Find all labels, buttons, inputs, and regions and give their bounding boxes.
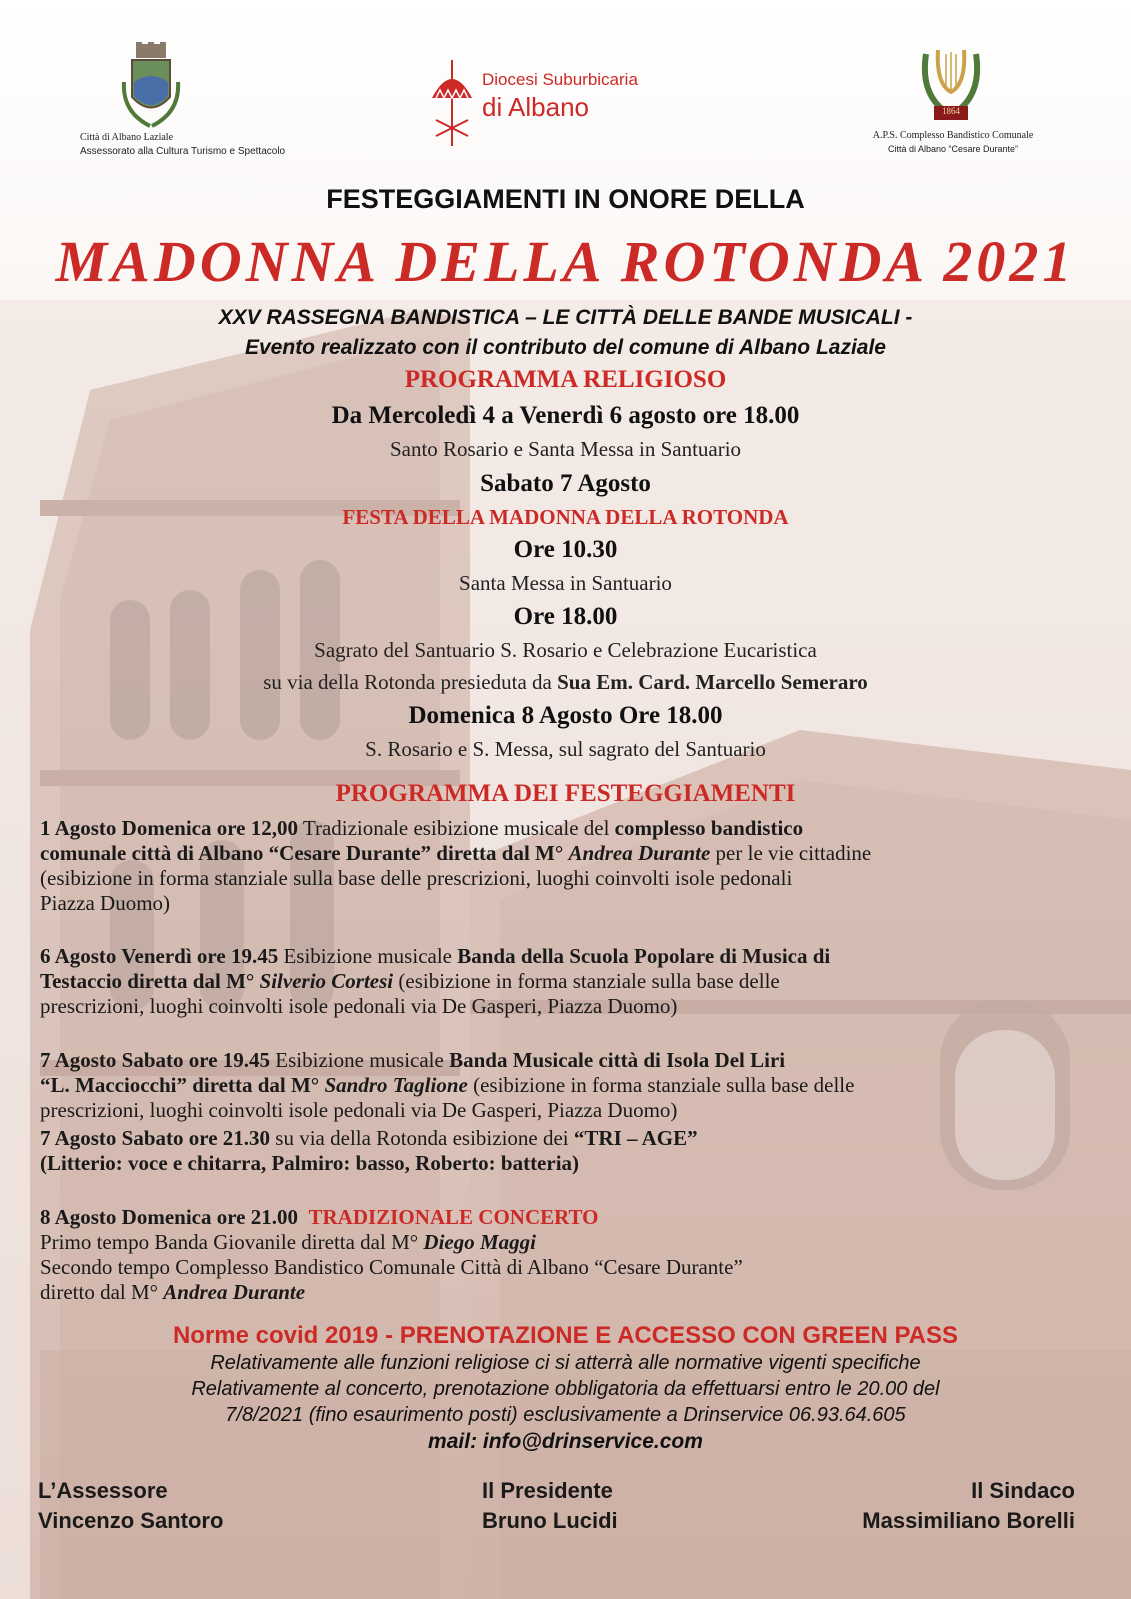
covid-line-1: Relativamente alle funzioni religiose ci si atterrà alle normative vigenti specifiche bbox=[210, 1352, 921, 1374]
signature-role: L’Assessore bbox=[38, 1478, 168, 1503]
event-4-band: “TRI – AGE” bbox=[573, 1126, 698, 1150]
page-title: MADONNA DELLA ROTONDA 2021 bbox=[55, 229, 1076, 294]
band-logo-caption-1: A.P.S. Complesso Bandistico Comunale bbox=[872, 130, 1034, 141]
event-5-text-3: diretto dal M° bbox=[40, 1280, 159, 1304]
event-5 bbox=[40, 1205, 1100, 1305]
event-2-text-5: prescrizioni, luoghi coinvolti isole pedonali via De Gasperi, Piazza Duomo) bbox=[40, 994, 678, 1018]
event-5-conductor-1: Diego Maggi bbox=[423, 1230, 536, 1254]
header-subtitle-2: Evento realizzato con il contributo del comune di Albano Laziale bbox=[245, 336, 886, 359]
religious-line-10: Domenica 8 Agosto Ore 18.00 bbox=[408, 702, 723, 729]
event-1-text-2: complesso bandistico bbox=[614, 816, 804, 840]
city-logo-block bbox=[78, 42, 308, 162]
religious-celebrant: Sua Em. Card. Marcello Semeraro bbox=[557, 670, 868, 694]
event-2-conductor: Silverio Cortesi bbox=[259, 969, 394, 993]
signature-role: Il Sindaco bbox=[971, 1478, 1075, 1503]
religious-line-2: Santo Rosario e Santa Messa in Santuario bbox=[389, 437, 742, 461]
event-1-text-3: comunale città di Albano “Cesare Durante” diretta dal M° bbox=[40, 841, 564, 865]
event-1 bbox=[40, 816, 1100, 916]
event-2-text-3: Testaccio diretta dal M° bbox=[40, 969, 255, 993]
event-1-text-1: Tradizionale esibizione musicale del bbox=[298, 816, 615, 840]
religious-line-7: Ore 18.00 bbox=[513, 603, 618, 630]
event-4-date: 7 Agosto Sabato ore 21.30 bbox=[40, 1126, 271, 1150]
diocese-name-line-2: di Albano bbox=[482, 92, 589, 122]
signature-assessore bbox=[38, 1476, 223, 1536]
event-3-text-2: Banda Musicale città di Isola Del Liri bbox=[449, 1048, 786, 1072]
event-2-date: 6 Agosto Venerdì ore 19.45 bbox=[40, 944, 279, 968]
diocese-emblem-icon bbox=[430, 60, 474, 146]
event-3-text-4: (esibizione in forma stanziale sulla base delle bbox=[467, 1073, 855, 1097]
religious-line-8: Sagrato del Santuario S. Rosario e Celebrazione Eucaristica bbox=[314, 638, 817, 662]
covid-heading: Norme covid 2019 - PRENOTAZIONE E ACCESSO CON GREEN PASS bbox=[172, 1322, 959, 1349]
religious-line-4: FESTA DELLA MADONNA DELLA ROTONDA bbox=[342, 505, 789, 529]
event-1-text-5: (esibizione in forma stanziale sulla base delle prescrizioni, luoghi coinvolti isole pedonali bbox=[40, 866, 793, 890]
signature-presidente bbox=[482, 1476, 618, 1536]
festivities-program-heading: PROGRAMMA DEI FESTEGGIAMENTI bbox=[335, 780, 796, 807]
religious-line-6: Santa Messa in Santuario bbox=[459, 571, 672, 595]
event-5-text-2: Secondo tempo Complesso Bandistico Comunale Città di Albano “Cesare Durante” bbox=[40, 1255, 743, 1279]
covid-line-3: 7/8/2021 (fino esaurimento posti) esclusivamente a Drinservice 06.93.64.605 bbox=[225, 1404, 906, 1426]
city-logo-caption-2: Assessorato alla Cultura Turismo e Spettacolo bbox=[80, 146, 286, 157]
band-logo-block bbox=[860, 34, 1060, 164]
religious-line-5: Ore 10.30 bbox=[513, 536, 618, 563]
event-2-text-1: Esibizione musicale bbox=[278, 944, 458, 968]
city-logo-caption-1: Città di Albano Laziale bbox=[80, 132, 174, 143]
religious-line-11: S. Rosario e S. Messa, sul sagrato del Santuario bbox=[365, 737, 766, 761]
event-1-text-4: per le vie cittadine bbox=[710, 841, 872, 865]
event-1-conductor: Andrea Durante bbox=[568, 841, 711, 865]
event-1-date: 1 Agosto Domenica ore 12,00 bbox=[40, 816, 298, 840]
religious-line-9-text: su via della Rotonda presieduta da bbox=[263, 670, 558, 694]
diocese-logo-block bbox=[430, 60, 690, 150]
signature-name: Massimiliano Borelli bbox=[862, 1508, 1075, 1533]
signature-name: Vincenzo Santoro bbox=[38, 1508, 224, 1533]
event-3-date: 7 Agosto Sabato ore 19.45 bbox=[40, 1048, 271, 1072]
event-3-text-5: prescrizioni, luoghi coinvolti isole pedonali via De Gasperi, Piazza Duomo) bbox=[40, 1098, 678, 1122]
event-4-text-1: su via della Rotonda esibizione dei bbox=[270, 1126, 574, 1150]
city-coat-of-arms-icon bbox=[120, 42, 182, 130]
religious-program-heading: PROGRAMMA RELIGIOSO bbox=[404, 366, 727, 393]
signature-sindaco bbox=[862, 1476, 1075, 1536]
header-kicker: FESTEGGIAMENTI IN ONORE DELLA bbox=[326, 184, 805, 214]
religious-line-9 bbox=[0, 670, 1131, 695]
event-4-lineup: (Litterio: voce e chitarra, Palmiro: basso, Roberto: batteria) bbox=[40, 1151, 580, 1175]
band-logo-caption-2: Città di Albano “Cesare Durante” bbox=[887, 144, 1019, 154]
event-3 bbox=[40, 1048, 1100, 1123]
covid-line-2: Relativamente al concerto, prenotazione obbligatoria da effettuarsi entro le 20.00 del bbox=[191, 1378, 940, 1400]
event-1-text-6: Piazza Duomo) bbox=[40, 891, 171, 915]
event-2-text-4: (esibizione in forma stanziale sulla base delle bbox=[393, 969, 780, 993]
event-5-date: 8 Agosto Domenica ore 21.00 bbox=[40, 1205, 298, 1229]
band-founding-year: 1864 bbox=[942, 106, 960, 116]
religious-line-1: Da Mercoledì 4 a Venerdì 6 agosto ore 18.00 bbox=[331, 402, 800, 429]
event-2 bbox=[40, 944, 1100, 1019]
event-3-conductor: Sandro Taglione bbox=[324, 1073, 468, 1097]
event-4 bbox=[40, 1126, 1100, 1176]
event-5-text-1: Primo tempo Banda Giovanile diretta dal M° bbox=[40, 1230, 419, 1254]
diocese-name-line-1: Diocesi Suburbicaria bbox=[482, 70, 638, 89]
event-5-title: TRADIZIONALE CONCERTO bbox=[308, 1205, 599, 1229]
event-3-text-1: Esibizione musicale bbox=[270, 1048, 450, 1072]
religious-line-3: Sabato 7 Agosto bbox=[480, 470, 651, 497]
contact-email[interactable]: mail: info@drinservice.com bbox=[428, 1430, 703, 1453]
event-2-text-2: Banda della Scuola Popolare di Musica di bbox=[457, 944, 831, 968]
header-subtitle-1: XXV RASSEGNA BANDISTICA – LE CITTÀ DELLE BANDE MUSICALI - bbox=[218, 306, 913, 329]
signature-role: Il Presidente bbox=[482, 1478, 613, 1503]
signature-name: Bruno Lucidi bbox=[482, 1508, 618, 1533]
event-3-text-3: “L. Macciocchi” diretta dal M° bbox=[40, 1073, 320, 1097]
event-5-conductor-2: Andrea Durante bbox=[163, 1280, 306, 1304]
